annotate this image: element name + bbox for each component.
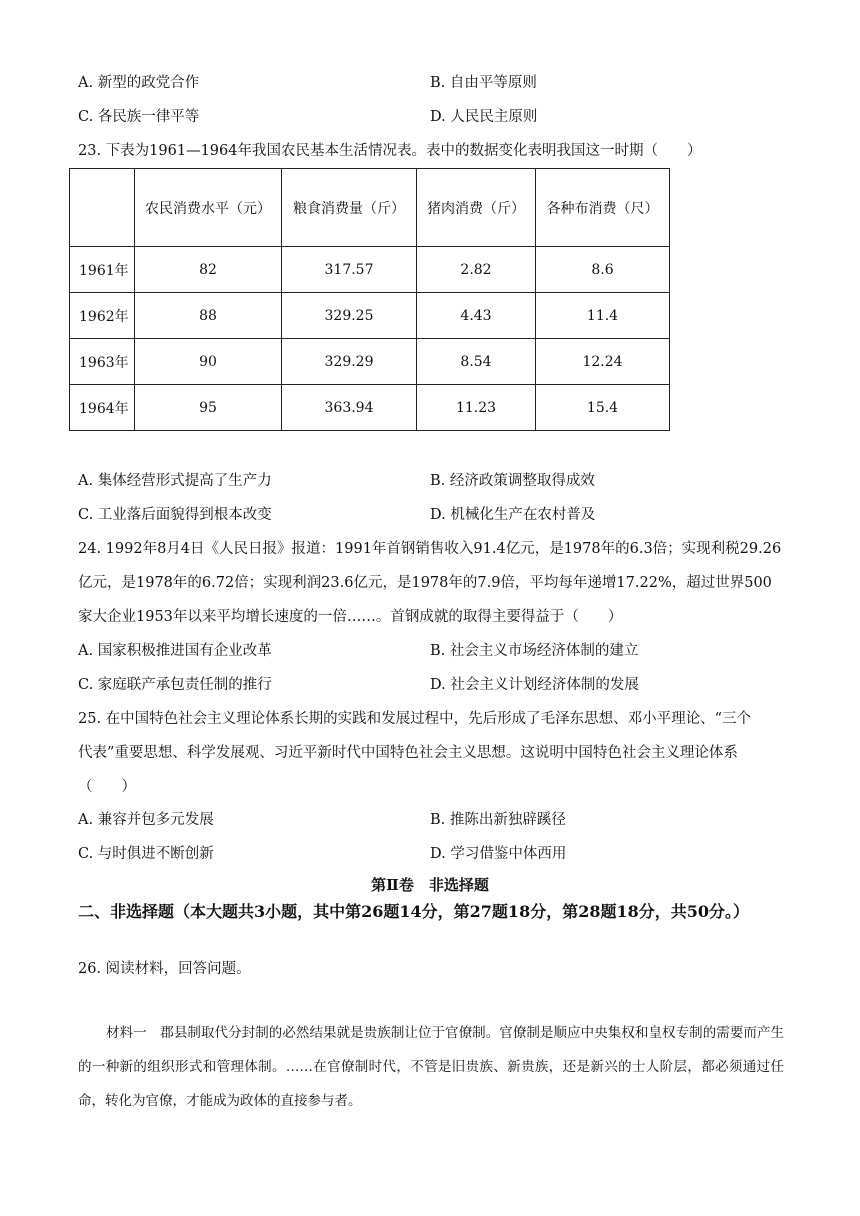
q25-stem-line-1: 25. 在中国特色社会主义理论体系长期的实践和发展过程中，先后形成了毛泽东思想、邓小平理论、“三个: [78, 711, 752, 727]
table-row: [70, 385, 670, 431]
q24-stem-line-1: 24. 1992年8月4日《人民日报》报道：1991年首钢销售收入91.4亿元，是1978年的6.3倍；实现利税29.26: [78, 541, 782, 557]
table-cell: 1964年: [70, 385, 135, 431]
table-cell: 4.43: [417, 293, 536, 339]
table-cell: 329.29: [282, 339, 417, 385]
q22-option-b: B. 自由平等原则: [430, 75, 537, 91]
section-heading: 二、非选择题（本大题共3小题，其中第26题14分，第27题18分，第28题18分，共50分。）: [78, 902, 749, 921]
table-cell: 15.4: [536, 385, 670, 431]
table-cell: 11.23: [417, 385, 536, 431]
q25-option-a: A. 兼容并包多元发展: [78, 812, 214, 828]
table-header-cell: [70, 169, 135, 247]
q25-option-c: C. 与时俱进不断创新: [78, 846, 214, 862]
table-cell: 12.24: [536, 339, 670, 385]
q25-stem-line-3: （ ）: [78, 779, 136, 795]
table-cell: 363.94: [282, 385, 417, 431]
q24-option-c: C. 家庭联产承包责任制的推行: [78, 677, 272, 693]
q23-stem: 23. 下表为1961—1964年我国农民基本生活情况表。表中的数据变化表明我国这一时期（ ）: [78, 143, 702, 159]
table-header-cell: 各种布消费（尺）: [536, 169, 670, 247]
q23-option-d: D. 机械化生产在农村普及: [430, 507, 596, 523]
table-cell: 82: [135, 247, 282, 293]
q23-data-table: [69, 168, 670, 431]
table-cell: 317.57: [282, 247, 417, 293]
q23-option-c: C. 工业落后面貌得到根本改变: [78, 507, 272, 523]
q26-material-1: [78, 1016, 784, 1118]
q24-option-d: D. 社会主义计划经济体制的发展: [430, 677, 639, 693]
q23-option-b: B. 经济政策调整取得成效: [430, 473, 595, 489]
table-cell: 95: [135, 385, 282, 431]
table-cell: 8.54: [417, 339, 536, 385]
q22-option-a: A. 新型的政党合作: [78, 75, 200, 91]
table-cell: 90: [135, 339, 282, 385]
table-cell: 88: [135, 293, 282, 339]
q25-option-b: B. 推陈出新独辟蹊径: [430, 812, 566, 828]
q24-option-a: A. 国家积极推进国有企业改革: [78, 643, 272, 659]
table-header-cell: 猪肉消费（斤）: [417, 169, 536, 247]
q26-material-1-text: 材料一 郡县制取代分封制的必然结果就是贵族制让位于官僚制。官僚制是顺应中央集权和皇权专制的需要而产生的一种新的组织形式和管理体制。……在官僚制时代，不管是旧贵族、新贵族，还是新兴的士人阶层，都必须通过任命，转化为官僚，才能成为政体的直接参与者。: [78, 1025, 784, 1109]
table-header-row: [70, 169, 670, 247]
q24-option-b: B. 社会主义市场经济体制的建立: [430, 643, 639, 659]
q23-option-a: A. 集体经营形式提高了生产力: [78, 473, 272, 489]
q22-option-c: C. 各民族一律平等: [78, 109, 200, 125]
table-header-cell: 农民消费水平（元）: [135, 169, 282, 247]
q25-stem-line-2: 代表”重要思想、科学发展观、习近平新时代中国特色社会主义思想。这说明中国特色社会主义理论体系: [78, 745, 738, 761]
table-cell: 8.6: [536, 247, 670, 293]
table-cell: 11.4: [536, 293, 670, 339]
q22-option-d: D. 人民民主原则: [430, 109, 538, 125]
table-header-cell: 粮食消费量（斤）: [282, 169, 417, 247]
section-title: 第Ⅱ卷 非选择题: [371, 876, 489, 894]
q24-stem-line-3: 家大企业1953年以来平均增长速度的一倍……。首钢成就的取得主要得益于（ ）: [78, 609, 623, 625]
q25-option-d: D. 学习借鉴中体西用: [430, 846, 567, 862]
table-cell: 1962年: [70, 293, 135, 339]
q26-stem: 26. 阅读材料，回答问题。: [78, 961, 251, 977]
table-cell: 1961年: [70, 247, 135, 293]
table-row: [70, 293, 670, 339]
table-row: [70, 339, 670, 385]
table-row: [70, 247, 670, 293]
table-cell: 329.25: [282, 293, 417, 339]
table-cell: 1963年: [70, 339, 135, 385]
q24-stem-line-2: 亿元，是1978年的6.72倍；实现利润23.6亿元，是1978年的7.9倍，平均每年递增17.22%，超过世界500: [78, 575, 772, 591]
table-cell: 2.82: [417, 247, 536, 293]
